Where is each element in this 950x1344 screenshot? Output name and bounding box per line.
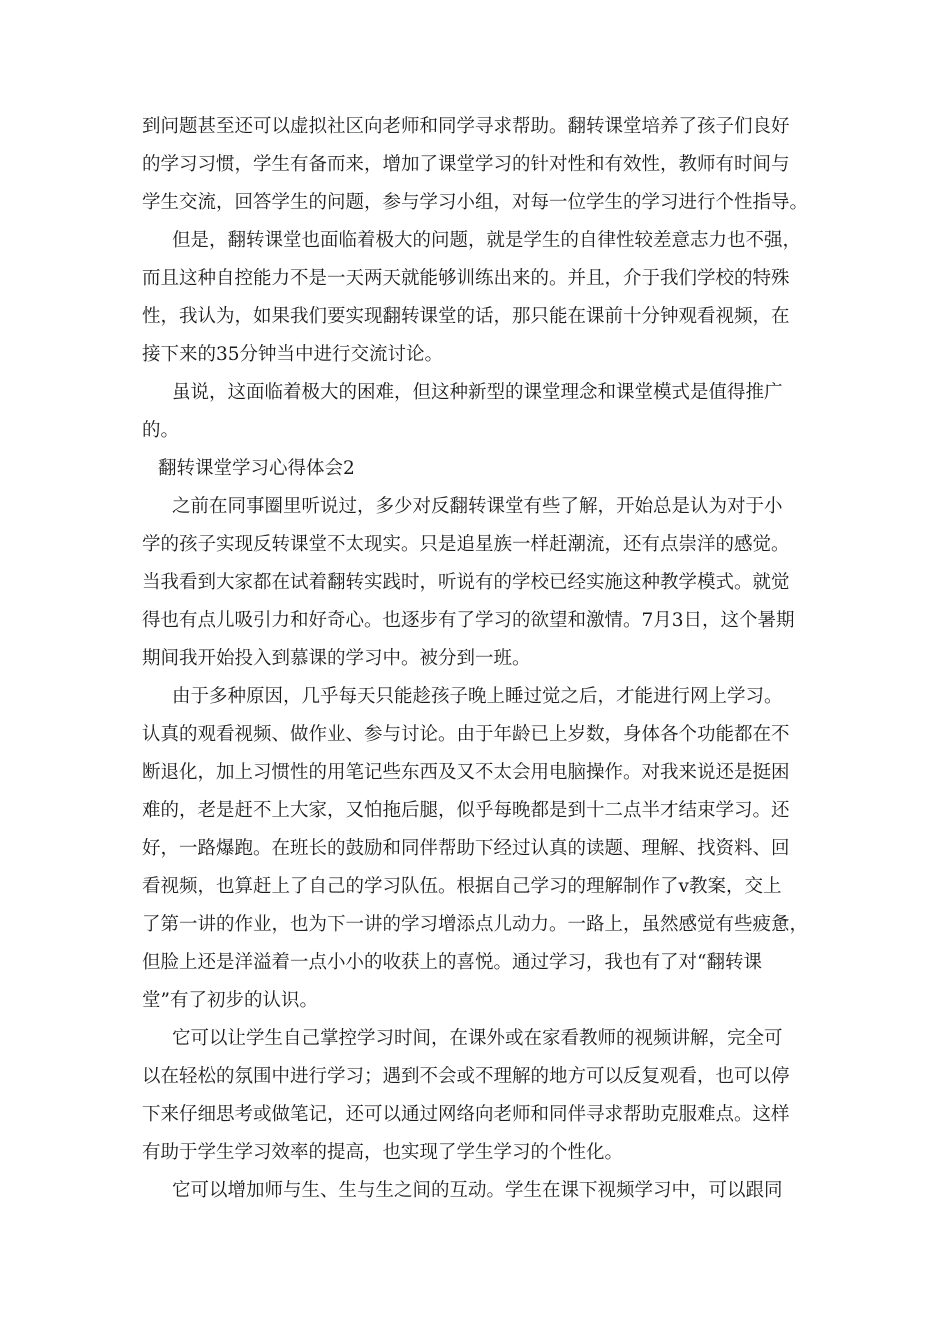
paragraph-first-line: 之前在同事圈里听说过，多少对反翻转课堂有些了解，开始总是认为对于小 xyxy=(172,496,783,517)
text-line: 性，我认为，如果我们要实现翻转课堂的话，那只能在课前十分钟观看视频，在 xyxy=(142,306,790,327)
text-line: 看视频，也算赶上了自己的学习队伍。根据自己学习的理解制作了v教案，交上 xyxy=(142,876,782,897)
text-line: 期间我开始投入到慕课的学习中。被分到一班。 xyxy=(142,648,531,669)
text-line: 有助于学生学习效率的提高，也实现了学生学习的个性化。 xyxy=(142,1142,624,1163)
paragraph-first-line: 它可以增加师与生、生与生之间的互动。学生在课下视频学习中，可以跟同 xyxy=(172,1180,783,1201)
text-line: 堂”有了初步的认识。 xyxy=(142,990,318,1011)
text-line: 当我看到大家都在试着翻转实践时，听说有的学校已经实施这种教学模式。就觉 xyxy=(142,572,790,593)
text-line: 而且这种自控能力不是一天两天就能够训练出来的。并且，介于我们学校的特殊 xyxy=(142,268,790,289)
text-line: 认真的观看视频、做作业、参与讨论。由于年龄已上岁数，身体各个功能都在不 xyxy=(142,724,790,745)
text-line: 断退化，加上习惯性的用笔记些东西及又不太会用电脑操作。对我来说还是挺困 xyxy=(142,762,790,783)
text-line: 了第一讲的作业，也为下一讲的学习增添点儿动力。一路上，虽然感觉有些疲惫， xyxy=(142,914,809,935)
text-line: 学生交流，回答学生的问题，参与学习小组，对每一位学生的学习进行个性指导。 xyxy=(142,192,809,213)
text-line: 的。 xyxy=(142,420,180,441)
paragraph-first-line: 虽说，这面临着极大的困难，但这种新型的课堂理念和课堂模式是值得推广 xyxy=(172,382,783,403)
text-line: 以在轻松的氛围中进行学习；遇到不会或不理解的地方可以反复观看，也可以停 xyxy=(142,1066,790,1087)
section-heading: 翻转课堂学习心得体会2 xyxy=(158,458,355,479)
text-line: 学的孩子实现反转课堂不太现实。只是追星族一样赶潮流，还有点崇洋的感觉。 xyxy=(142,534,790,555)
paragraph-first-line: 但是，翻转课堂也面临着极大的问题，就是学生的自律性较差意志力也不强， xyxy=(172,230,802,251)
text-line: 下来仔细思考或做笔记，还可以通过网络向老师和同伴寻求帮助克服难点。这样 xyxy=(142,1104,790,1125)
text-line: 到问题甚至还可以虚拟社区向老师和同学寻求帮助。翻转课堂培养了孩子们良好 xyxy=(142,116,790,137)
text-line: 好，一路爆跑。在班长的鼓励和同伴帮助下经过认真的读题、理解、找资料、回 xyxy=(142,838,790,859)
text-line: 接下来的35分钟当中进行交流讨论。 xyxy=(142,344,444,365)
text-line: 得也有点儿吸引力和好奇心。也逐步有了学习的欲望和激情。7月3日，这个暑期 xyxy=(142,610,795,631)
paragraph-first-line: 由于多种原因，几乎每天只能趁孩子晚上睡过觉之后，才能进行网上学习。 xyxy=(172,686,783,707)
text-line: 难的，老是赶不上大家，又怕拖后腿，似乎每晚都是到十二点半才结束学习。还 xyxy=(142,800,790,821)
text-line: 但脸上还是洋溢着一点小小的收获上的喜悦。通过学习，我也有了对“翻转课 xyxy=(142,952,762,973)
paragraph-first-line: 它可以让学生自己掌控学习时间，在课外或在家看教师的视频讲解，完全可 xyxy=(172,1028,783,1049)
text-line: 的学习习惯，学生有备而来，增加了课堂学习的针对性和有效性，教师有时间与 xyxy=(142,154,790,175)
